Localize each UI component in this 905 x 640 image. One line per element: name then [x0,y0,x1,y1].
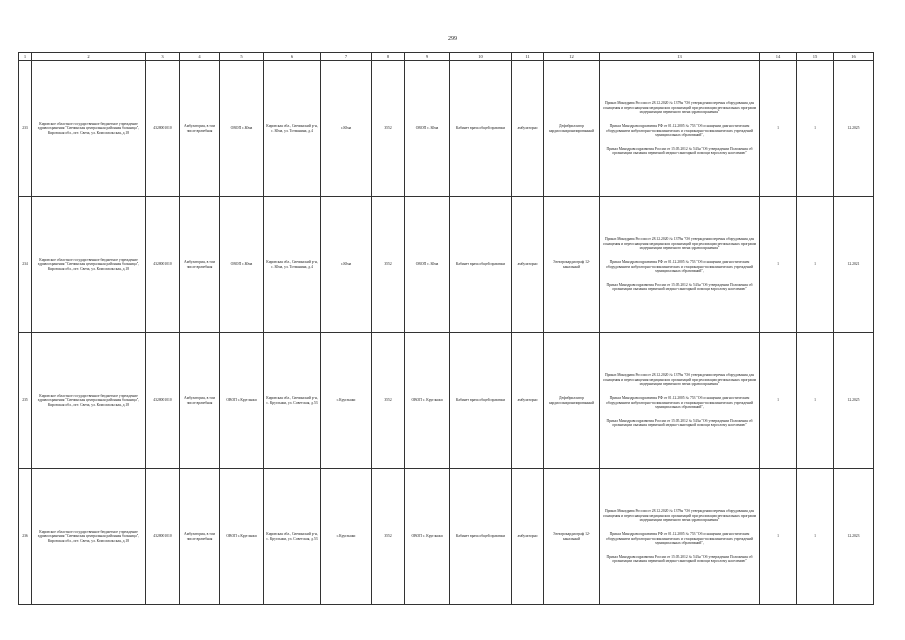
regulation-text: Приказ Минздравсоцразвития России от 15.05.2012 № 543н "Об утверждении Положения об организации оказания первичной медико-санитарной помощи взрослому населению" [606,146,753,156]
address-cell: Кировская обл., Свечинский р-н, с. Круглыжи, ул. Советская, д.53 [264,469,321,605]
table-row [19,333,874,469]
regulation-text: Приказ Минздрава России от 28.12.2020 № 1379н "Об утверждении перечня оборудования для оснащения и переоснащения медицинских организаций при реализации региональных программ модернизации первичного звена здравоохранения" [602,509,757,523]
regulation-cell [600,197,760,333]
regulation-text: Приказ Минздрава России от 28.12.2020 № 1379н "Об утверждении перечня оборудования для оснащения и переоснащения медицинских организаций при реализации региональных программ модернизации первичного звена здравоохранения" [602,101,757,115]
room-cell: Кабинет врача общей практики [450,197,512,333]
regulation-cell [600,61,760,197]
equipment-cell: Дефибриллятор кардиосинхронизированный [544,333,600,469]
column-number: 1 [19,53,32,61]
equipment-registry-table [18,52,874,605]
row-number: 233 [19,61,32,197]
unit-cell: ОВОП с.Круглыжи [220,333,264,469]
department-cell: ОВОП с. Круглыжи [405,333,450,469]
unit-cell: ОВОП с.Юма [220,61,264,197]
quantity-cell: 1 [760,469,797,605]
regulation-text: Приказ Минздравсоцразвития России от 15.05.2012 № 543н "Об утверждении Положения об организации оказания первичной медико-санитарной помощи взрослому населению" [606,554,753,564]
settlement-cell: с.Юма [321,197,372,333]
settlement-cell: с.Круглыжи [321,333,372,469]
code-cell: 4328001010 [146,61,180,197]
room-cell: Кабинет врача общей практики [450,61,512,197]
regulation-text: Приказ Минздрава России от 28.12.2020 № 1379н "Об утверждении перечня оборудования для оснащения и переоснащения медицинских организаций при реализации региональных программ модернизации первичного звена здравоохранения" [602,373,757,387]
quantity-cell: 1 [797,469,834,605]
population-cell: 3552 [372,333,405,469]
regulation-text: Приказ Минздравсоцразвития РФ от 01.12.2005 № 753 "Об оснащении диагностическим оборудованием амбулаторно-поликлинических и стационарно-поликлинических учреждений муниципальных образований", [606,123,753,138]
equipment-cell: Электрокардиограф 12-канальный [544,197,600,333]
regulation-text: Приказ Минздравсоцразвития РФ от 01.12.2005 № 753 "Об оснащении диагностическим оборудованием амбулаторно-поликлинических и стационарно-поликлинических учреждений муниципальных образований", [606,395,753,410]
table-row [19,61,874,197]
column-number: 11 [512,53,544,61]
column-number: 14 [760,53,797,61]
department-cell: ОВОП с. Круглыжи [405,469,450,605]
regulation-text: Приказ Минздрава России от 28.12.2020 № 1379н "Об утверждении перечня оборудования для оснащения и переоснащения медицинских организаций при реализации региональных программ модернизации первичного звена здравоохранения" [602,237,757,251]
population-cell: 3552 [372,197,405,333]
quantity-cell: 1 [797,333,834,469]
code-cell: 4328001010 [146,333,180,469]
column-number: 9 [405,53,450,61]
organization-cell: Кировское областное государственное бюджетное учреждение здравоохранения "Свечинская центральная районная больница", Кировская обл., пгт. Свеча, ул. Комсомольская, д.18 [32,61,146,197]
quantity-cell: 1 [760,333,797,469]
department-cell: ОВОП с. Юма [405,197,450,333]
table-header-row [19,53,874,61]
organization-cell: Кировское областное государственное бюджетное учреждение здравоохранения "Свечинская центральная районная больница", Кировская обл., пгт. Свеча, ул. Комсомольская, д.18 [32,333,146,469]
equipment-cell: Дефибриллятор кардиосинхронизированный [544,61,600,197]
date-cell: 12.2025 [834,333,874,469]
column-number: 2 [32,53,146,61]
regulation-cell [600,469,760,605]
column-number: 6 [264,53,321,61]
unit-cell: ОВОП с.Круглыжи [220,469,264,605]
column-number: 7 [321,53,372,61]
unit-cell: ОВОП с.Юма [220,197,264,333]
code-cell: 4328001010 [146,469,180,605]
address-cell: Кировская обл., Свечинский р-н, с. Юма, ул. Тотмянина, д.4 [264,61,321,197]
date-cell: 12.2021 [834,197,874,333]
column-number: 5 [220,53,264,61]
date-cell: 12.2023 [834,469,874,605]
room-cell: Кабинет врача общей практики [450,469,512,605]
regulation-text: Приказ Минздравсоцразвития России от 15.05.2012 № 543н "Об утверждении Положения об организации оказания первичной медико-санитарной помощи взрослому населению" [606,282,753,292]
regulation-text: Приказ Минздравсоцразвития РФ от 01.12.2005 № 753 "Об оснащении диагностическим оборудованием амбулаторно-поликлинических и стационарно-поликлинических учреждений муниципальных образований", [606,259,753,274]
facility-type-cell: Амбулатория, в том числе врачебная [180,61,220,197]
table-row [19,197,874,333]
settlement-cell: с.Юма [321,61,372,197]
column-number: 8 [372,53,405,61]
column-number: 4 [180,53,220,61]
regulation-cell [600,333,760,469]
organization-cell: Кировское областное государственное бюджетное учреждение здравоохранения "Свечинская центральная районная больница", Кировская обл., пгт. Свеча, ул. Комсомольская, д.18 [32,197,146,333]
quantity-cell: 1 [760,197,797,333]
code-cell: 4328001010 [146,197,180,333]
column-number: 16 [834,53,874,61]
care-type-cell: амбулаторно [512,61,544,197]
population-cell: 3552 [372,469,405,605]
care-type-cell: амбулаторно [512,197,544,333]
regulation-text: Приказ Минздравсоцразвития РФ от 01.12.2005 № 753 "Об оснащении диагностическим оборудованием амбулаторно-поликлинических и стационарно-поликлинических учреждений муниципальных образований", [606,531,753,546]
regulation-text: Приказ Минздравсоцразвития России от 15.05.2012 № 543н "Об утверждении Положения об организации оказания первичной медико-санитарной помощи взрослому населению" [606,418,753,428]
settlement-cell: с.Круглыжи [321,469,372,605]
address-cell: Кировская обл., Свечинский р-н, с. Круглыжи, ул. Советская, д.53 [264,333,321,469]
column-number: 10 [450,53,512,61]
facility-type-cell: Амбулатория, в том числе врачебная [180,469,220,605]
row-number: 236 [19,469,32,605]
room-cell: Кабинет врача общей практики [450,333,512,469]
column-number: 13 [600,53,760,61]
address-cell: Кировская обл., Свечинский р-н, с. Юма, ул. Тотмянина, д.4 [264,197,321,333]
column-number: 15 [797,53,834,61]
quantity-cell: 1 [760,61,797,197]
equipment-cell: Электрокардиограф 12-канальный [544,469,600,605]
date-cell: 12.2025 [834,61,874,197]
care-type-cell: амбулаторно [512,333,544,469]
department-cell: ОВОП с. Юма [405,61,450,197]
column-number: 3 [146,53,180,61]
care-type-cell: амбулаторно [512,469,544,605]
row-number: 235 [19,333,32,469]
facility-type-cell: Амбулатория, в том числе врачебная [180,333,220,469]
page-number: 299 [448,36,457,42]
quantity-cell: 1 [797,197,834,333]
column-number: 12 [544,53,600,61]
table-row [19,469,874,605]
organization-cell: Кировское областное государственное бюджетное учреждение здравоохранения "Свечинская центральная районная больница", Кировская обл., пгт. Свеча, ул. Комсомольская, д.18 [32,469,146,605]
quantity-cell: 1 [797,61,834,197]
facility-type-cell: Амбулатория, в том числе врачебная [180,197,220,333]
row-number: 234 [19,197,32,333]
population-cell: 3552 [372,61,405,197]
